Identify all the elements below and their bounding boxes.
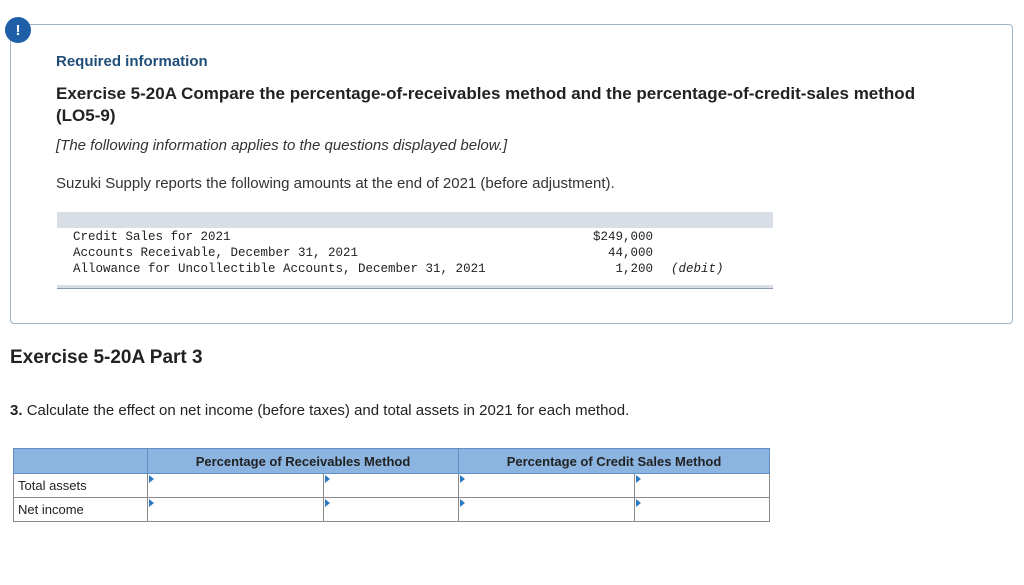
dropdown-marker-icon (460, 475, 465, 483)
header-credit-sales-method: Percentage of Credit Sales Method (459, 449, 770, 474)
input-cell[interactable] (634, 498, 769, 522)
question-text (10, 402, 629, 419)
data-amount-accounts-receivable: 44,000 (607, 246, 653, 260)
input-cell[interactable] (634, 474, 769, 498)
dropdown-marker-icon (325, 499, 330, 507)
table-row (14, 474, 770, 498)
dropdown-marker-icon (325, 475, 330, 483)
input-cell[interactable] (459, 498, 635, 522)
row-label-net-income: Net income (14, 498, 148, 522)
input-cell[interactable] (323, 498, 458, 522)
total-assets-receivables-effect-input[interactable] (148, 474, 323, 497)
total-assets-receivables-amount-input[interactable] (324, 474, 458, 497)
data-amount-allowance: 1,200 (615, 262, 653, 276)
input-cell[interactable] (459, 474, 635, 498)
dropdown-marker-icon (636, 475, 641, 483)
exercise-title: Exercise 5-20A Compare the percentage-of-receivables method and the percentage-of-credit-sales method (LO5-9) (56, 84, 916, 125)
alert-icon: ! (5, 17, 31, 43)
input-cell[interactable] (148, 498, 324, 522)
data-amount-credit-sales: $249,000 (592, 230, 653, 244)
header-receivables-method: Percentage of Receivables Method (148, 449, 459, 474)
row-label-total-assets: Total assets (14, 474, 148, 498)
required-information-label: Required information (56, 53, 208, 70)
question-body: Calculate the effect on net income (before taxes) and total assets in 2021 for each method. (26, 402, 630, 419)
data-label-allowance: Allowance for Uncollectible Accounts, December 31, 2021 (73, 262, 486, 276)
input-cell[interactable] (148, 474, 324, 498)
net-income-credit-sales-effect-input[interactable] (459, 498, 634, 521)
question-number: 3. (10, 402, 23, 419)
dropdown-marker-icon (460, 499, 465, 507)
info-note: [The following information applies to the questions displayed below.] (56, 137, 508, 154)
header-blank (14, 449, 148, 474)
table-row (14, 498, 770, 522)
data-label-accounts-receivable: Accounts Receivable, December 31, 2021 (73, 246, 359, 260)
part-title: Exercise 5-20A Part 3 (10, 347, 203, 368)
input-cell[interactable] (323, 474, 458, 498)
total-assets-credit-sales-amount-input[interactable] (635, 474, 769, 497)
dropdown-marker-icon (636, 499, 641, 507)
intro-text: Suzuki Supply reports the following amounts at the end of 2021 (before adjustment). (56, 175, 615, 192)
total-assets-credit-sales-effect-input[interactable] (459, 474, 634, 497)
answer-table (13, 448, 770, 522)
net-income-receivables-effect-input[interactable] (148, 498, 323, 521)
data-note-debit: (debit) (671, 262, 724, 276)
dropdown-marker-icon (149, 475, 154, 483)
net-income-credit-sales-amount-input[interactable] (635, 498, 769, 521)
table-divider (57, 288, 773, 289)
required-information-box (10, 24, 1013, 324)
dropdown-marker-icon (149, 499, 154, 507)
given-data-table (57, 212, 773, 289)
net-income-receivables-amount-input[interactable] (324, 498, 458, 521)
data-label-credit-sales: Credit Sales for 2021 (73, 230, 231, 244)
